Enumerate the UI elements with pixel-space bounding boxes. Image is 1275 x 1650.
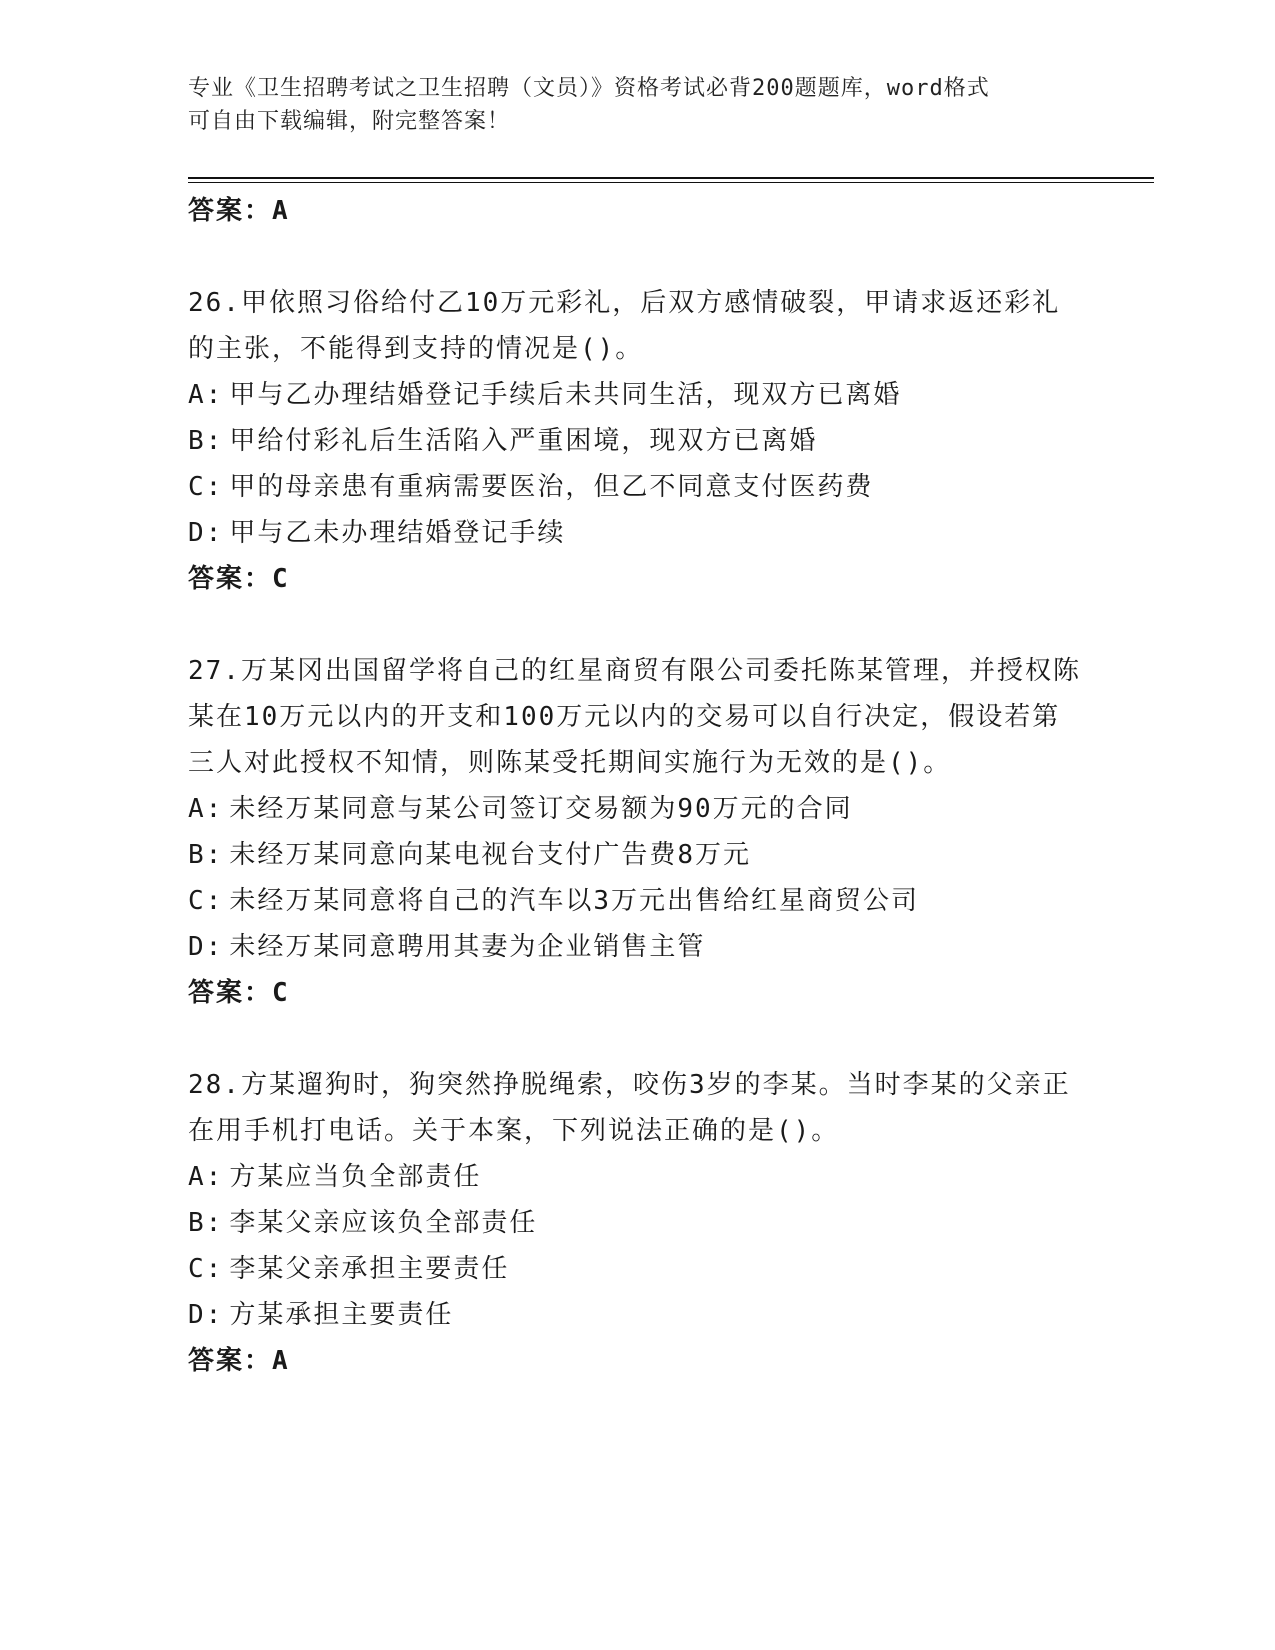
answer-line — [188, 188, 1088, 234]
option-d — [188, 1292, 1088, 1338]
option-c — [188, 1246, 1088, 1292]
answer-value: A — [272, 1346, 290, 1376]
answer-line — [188, 556, 1088, 602]
option-b — [188, 1200, 1088, 1246]
answer-value: A — [272, 196, 290, 226]
header-line-2: 可自由下载编辑，附完整答案！ — [188, 109, 511, 134]
option-d — [188, 510, 1088, 556]
option-text: 方某承担主要责任 — [229, 1300, 454, 1330]
question-stem: 27.万某冈出国留学将自己的红星商贸有限公司委托陈某管理，并授权陈某在10万元以内的开支和100万元以内的交易可以自行决定，假设若第三人对此授权不知情，则陈某受托期间实施行为无效的是()。 — [188, 656, 1081, 778]
option-letter: A: — [188, 794, 224, 824]
option-c — [188, 464, 1088, 510]
option-letter: B: — [188, 426, 224, 456]
option-text: 李某父亲应该负全部责任 — [229, 1208, 538, 1238]
option-letter: A: — [188, 1162, 224, 1192]
answer-value: C — [272, 564, 290, 594]
option-text: 未经万某同意聘用其妻为企业销售主管 — [229, 932, 706, 962]
option-letter: B: — [188, 1208, 224, 1238]
answer-label: 答案： — [188, 196, 273, 226]
option-letter: C: — [188, 886, 224, 916]
option-letter: D: — [188, 1300, 224, 1330]
option-a — [188, 786, 1088, 832]
question-item — [188, 648, 1088, 1016]
option-text: 未经万某同意向某电视台支付广告费8万元 — [229, 840, 751, 870]
answer-label: 答案： — [188, 978, 273, 1008]
answer-line — [188, 1338, 1088, 1384]
option-a — [188, 1154, 1088, 1200]
option-text: 未经万某同意与某公司签订交易额为90万元的合同 — [229, 794, 853, 824]
question-list — [188, 188, 1088, 1384]
answer-label: 答案： — [188, 1346, 273, 1376]
option-letter: D: — [188, 932, 224, 962]
question-stem: 26.甲依照习俗给付乙10万元彩礼，后双方感情破裂，甲请求返还彩礼的主张，不能得到支持的情况是()。 — [188, 288, 1061, 364]
answer-line — [188, 970, 1088, 1016]
option-letter: A: — [188, 380, 224, 410]
option-b — [188, 832, 1088, 878]
answer-value: C — [272, 978, 290, 1008]
answer-label: 答案： — [188, 564, 273, 594]
option-text: 甲给付彩礼后生活陷入严重困境，现双方已离婚 — [229, 426, 818, 456]
option-text: 未经万某同意将自己的汽车以3万元出售给红星商贸公司 — [229, 886, 919, 916]
option-text: 方某应当负全部责任 — [229, 1162, 482, 1192]
question-item — [188, 280, 1088, 602]
option-letter: D: — [188, 518, 224, 548]
option-text: 甲与乙办理结婚登记手续后未共同生活，现双方已离婚 — [229, 380, 902, 410]
option-b — [188, 418, 1088, 464]
option-a — [188, 372, 1088, 418]
option-letter: B: — [188, 840, 224, 870]
option-text: 甲与乙未办理结婚登记手续 — [229, 518, 566, 548]
option-text: 甲的母亲患有重病需要医治，但乙不同意支付医药费 — [229, 472, 874, 502]
question-item — [188, 1062, 1088, 1384]
option-d — [188, 924, 1088, 970]
header-divider — [188, 177, 1154, 183]
option-c — [188, 878, 1088, 924]
option-letter: C: — [188, 1254, 224, 1284]
header-line-1: 专业《卫生招聘考试之卫生招聘（文员）》资格考试必背200题题库，word格式 — [188, 76, 990, 101]
option-letter: C: — [188, 472, 224, 502]
option-text: 李某父亲承担主要责任 — [229, 1254, 510, 1284]
question-stem: 28.方某遛狗时，狗突然挣脱绳索，咬伤3岁的李某。当时李某的父亲正在用手机打电话。关于本案，下列说法正确的是()。 — [188, 1070, 1071, 1146]
page-header — [188, 72, 1078, 138]
